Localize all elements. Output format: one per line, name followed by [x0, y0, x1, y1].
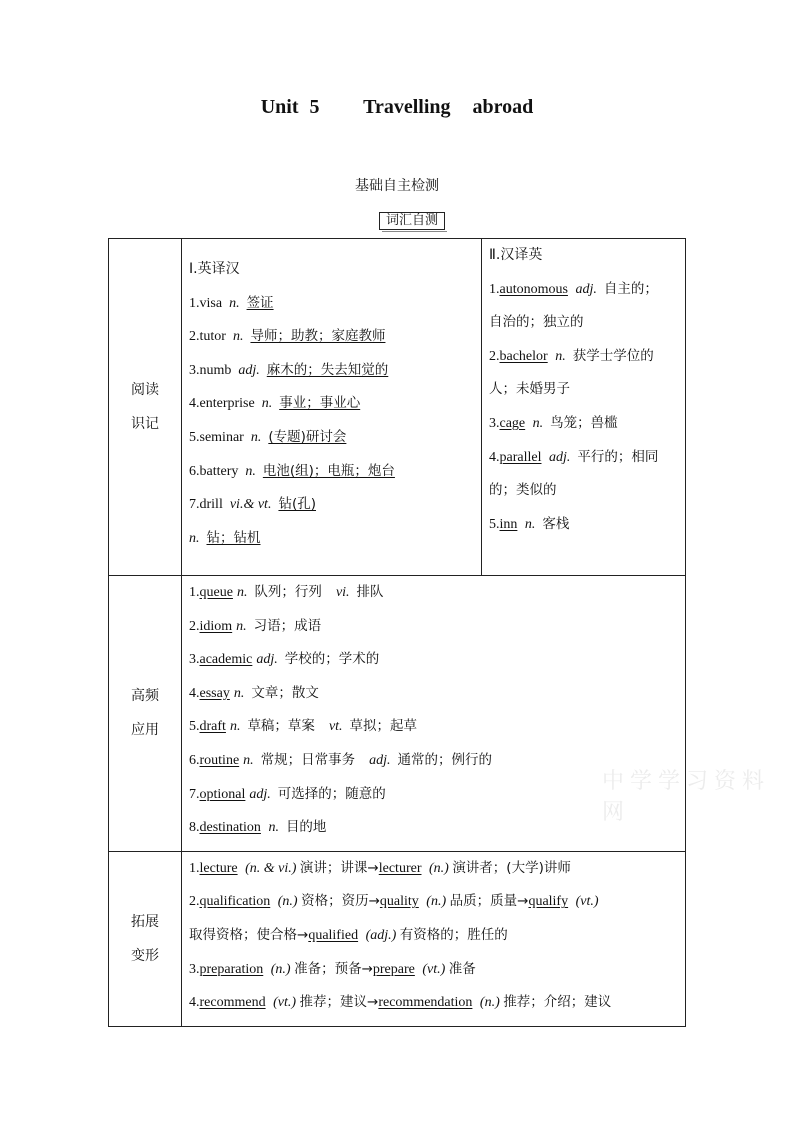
- list-item: 5.inn n. 客栈: [489, 515, 570, 532]
- list-item: 2.bachelor n. 获学士学位的: [489, 347, 654, 364]
- chn-to-eng-column: [482, 239, 686, 575]
- category-label: 高频: [131, 688, 159, 705]
- list-item: 2.tutor n. 导师；助教；家庭教师: [189, 328, 386, 345]
- list-item: 2.qualification (n.) 资格；资历→quality (n.) 品质；质量→qualify (vt.): [189, 893, 599, 910]
- list-item: 4.enterprise n. 事业；事业心: [189, 395, 361, 412]
- list-item: 3.preparation (n.) 准备；预备→prepare (vt.) 准备: [189, 960, 476, 977]
- category-cell: [109, 576, 182, 852]
- category-label: 阅读: [131, 382, 159, 398]
- list-item: 2.idiom n. 习语；成语: [189, 617, 322, 634]
- list-item: 6.battery n. 电池(组)；电瓶；炮台: [189, 462, 395, 479]
- list-item: 4.essay n. 文章；散文: [189, 684, 319, 701]
- page-title: Unit 5 Travelling abroad: [260, 96, 534, 118]
- vocabulary-table: [108, 238, 686, 1027]
- list-item: 7.drill vi.& vt. 钻(孔): [189, 496, 316, 513]
- list-item-cont: 的；类似的: [489, 482, 557, 499]
- category-cell: [109, 851, 182, 1026]
- category-cell: [109, 239, 182, 576]
- category-label: 变形: [131, 947, 159, 964]
- list-item-cont: 自治的；独立的: [489, 314, 584, 331]
- category-label: 应用: [131, 722, 159, 739]
- list-item-cont: 取得资格；使合格→qualified (adj.) 有资格的；胜任的: [189, 926, 508, 943]
- list-item: 1.visa n. 签证: [189, 294, 274, 311]
- section-subtitle: 基础自主检测: [355, 178, 439, 194]
- list-item: 4.parallel adj. 平行的；相同: [489, 448, 659, 465]
- list-item: 1.queue n. 队列；行列 vi. 排队: [189, 584, 384, 600]
- list-item: 3.academic adj. 学校的；学术的: [189, 651, 380, 668]
- list-item: n. 钻；钻机: [189, 529, 261, 546]
- list-item: 5.draft n. 草稿；草案 vt. 草拟；起草: [189, 718, 418, 735]
- column-heading: Ⅱ.汉译英: [489, 247, 543, 263]
- list-item: 8.destination n. 目的地: [189, 819, 327, 836]
- list-item: 1.lecture (n. & vi.) 演讲；讲课→lecturer (n.) 演讲者；(大学)讲师: [189, 859, 571, 876]
- list-item: 5.seminar n. (专题)研讨会: [189, 428, 347, 445]
- list-item: 1.autonomous adj. 自主的；: [489, 280, 658, 297]
- reading-split: [182, 239, 685, 575]
- eng-to-chn-column: [182, 239, 482, 575]
- category-label: 识记: [131, 416, 159, 432]
- list-item-cont: 人；未婚男子: [489, 381, 570, 398]
- list-item: 6.routine n. 常规；日常事务 adj. 通常的；例行的: [189, 751, 493, 768]
- table-row: [109, 576, 686, 852]
- column-heading: Ⅰ.英译汉: [189, 261, 240, 277]
- list-item: 3.numb adj. 麻木的；失去知觉的: [189, 361, 389, 378]
- table-row: [109, 239, 686, 576]
- watermark: 中学学习资料网: [602, 769, 771, 825]
- list-item: 7.optional adj. 可选择的；随意的: [189, 785, 386, 802]
- category-label: 拓展: [131, 913, 159, 930]
- table-row: [109, 851, 686, 1026]
- list-item: 4.recommend (vt.) 推荐；建议→recommendation (n.) 推荐；介绍；建议: [189, 994, 612, 1011]
- list-item: 3.cage n. 鸟笼；兽槛: [489, 414, 618, 431]
- section-label: 词汇自测: [379, 212, 445, 230]
